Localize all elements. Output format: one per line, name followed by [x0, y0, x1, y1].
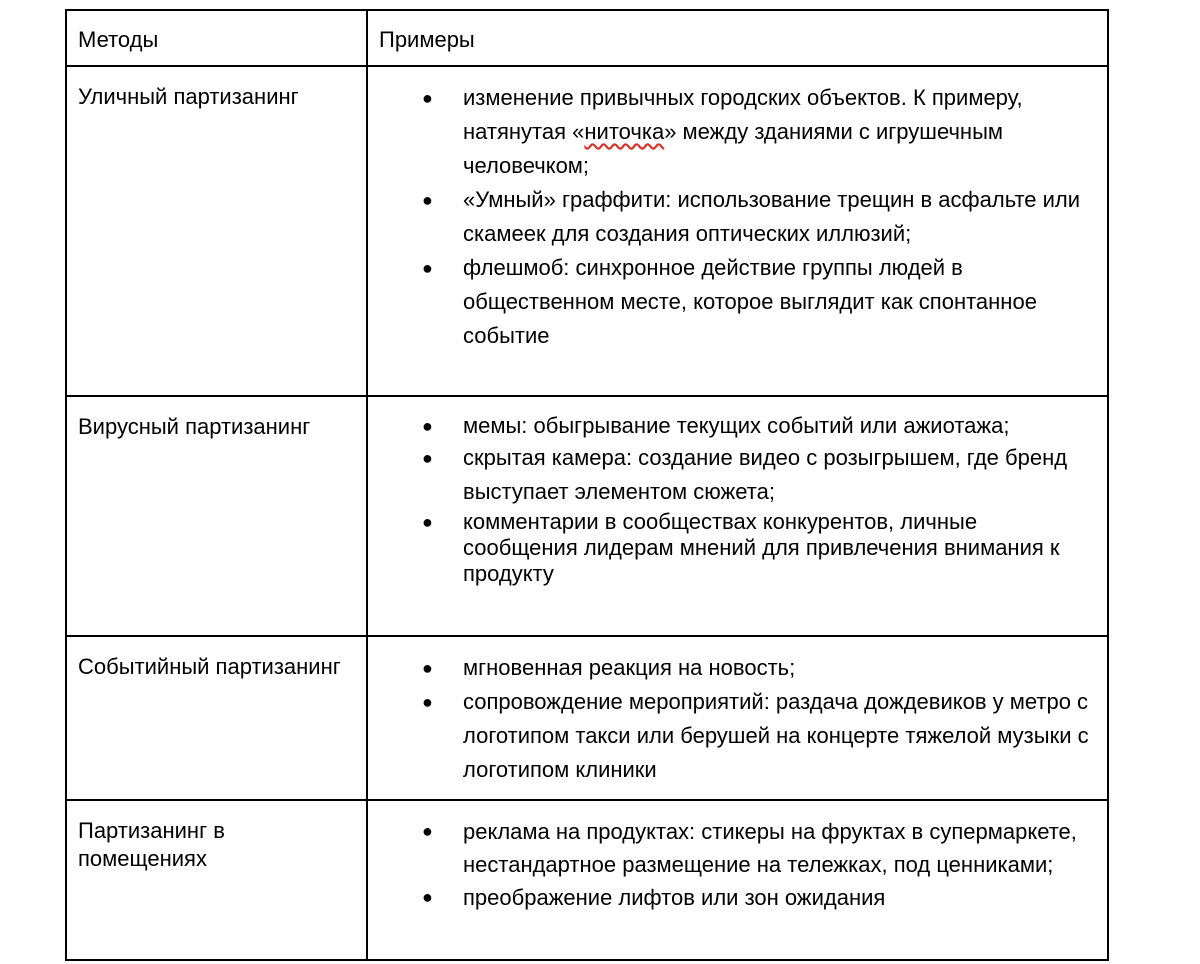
examples-cell: [367, 636, 1108, 800]
bullet-icon: ●: [422, 416, 433, 436]
item-text: преображение лифтов или зон ожидания: [463, 885, 886, 910]
item-text: » между зданиями с игрушечным человечком;: [463, 119, 1004, 178]
method-name: Вирусный партизанинг: [78, 414, 311, 439]
item-text: сопровождение мероприятий: раздача дождевиков у метро с логотипом такси или берушей на концерте тяжелой музыки с логотипом клиники: [463, 689, 1089, 782]
method-cell: [66, 800, 367, 960]
bullet-icon: ●: [422, 88, 433, 108]
item-text: мгновенная реакция на новость;: [463, 655, 796, 680]
table-row: [66, 636, 1108, 800]
bullet-icon: ●: [422, 692, 433, 712]
list-item: [368, 509, 1097, 587]
item-text: мемы: обыгрывание текущих событий или ажиотажа;: [463, 413, 1010, 438]
examples-cell: [367, 800, 1108, 960]
examples-list: [368, 397, 1107, 599]
bullet-icon: ●: [422, 258, 433, 278]
bullet-icon: ●: [422, 887, 433, 907]
bullet-icon: ●: [422, 512, 433, 532]
bullet-icon: ●: [422, 658, 433, 678]
list-item: [368, 251, 1097, 353]
list-item: [368, 441, 1097, 509]
item-text: реклама на продуктах: стикеры на фруктах в супермаркете, нестандартное размещение на тележках, под ценниками;: [463, 819, 1077, 877]
examples-cell: [367, 66, 1108, 396]
item-text: скрытая камера: создание видео с розыгрышем, где бренд выступает элементом сюжета;: [463, 445, 1068, 504]
bullet-icon: ●: [422, 448, 433, 468]
table-row: [66, 396, 1108, 636]
examples-list: [368, 801, 1107, 926]
method-cell: [66, 636, 367, 800]
examples-list: [368, 67, 1107, 365]
list-item: [368, 881, 1097, 914]
list-item: [368, 183, 1097, 251]
spellcheck-underlined-word[interactable]: ниточка: [584, 119, 665, 144]
table-header-row: [66, 10, 1108, 66]
examples-list: [368, 637, 1107, 799]
list-item: [368, 685, 1097, 787]
header-cell-examples: [367, 10, 1108, 66]
table-row: [66, 800, 1108, 960]
examples-cell: [367, 396, 1108, 636]
item-text: флешмоб: синхронное действие группы людей в общественном месте, которое выглядит как спонтанное событие: [463, 255, 1037, 348]
list-item: [368, 81, 1097, 183]
header-examples: Примеры: [379, 27, 475, 52]
list-item: [368, 411, 1097, 441]
bullet-icon: ●: [422, 190, 433, 210]
table-row: [66, 66, 1108, 396]
list-item: [368, 651, 1097, 685]
method-name: Партизанинг в помещениях: [78, 818, 225, 871]
item-text: «Умный» граффити: использование трещин в асфальте или скамеек для создания оптических иллюзий;: [463, 187, 1081, 246]
header-methods: Методы: [78, 27, 159, 52]
method-name: Уличный партизанинг: [78, 84, 299, 109]
methods-table: [65, 9, 1109, 961]
item-text: комментарии в сообществах конкурентов, личные сообщения лидерам мнений для привлечения внимания к продукту: [463, 509, 1060, 586]
header-cell-methods: [66, 10, 367, 66]
bullet-icon: ●: [422, 821, 433, 841]
item-text: изменение привычных городских объектов. К примеру, натянутая «: [463, 85, 1023, 144]
method-name: Событийный партизанинг: [78, 654, 341, 679]
list-item: [368, 815, 1097, 881]
method-cell: [66, 66, 367, 396]
method-cell: [66, 396, 367, 636]
